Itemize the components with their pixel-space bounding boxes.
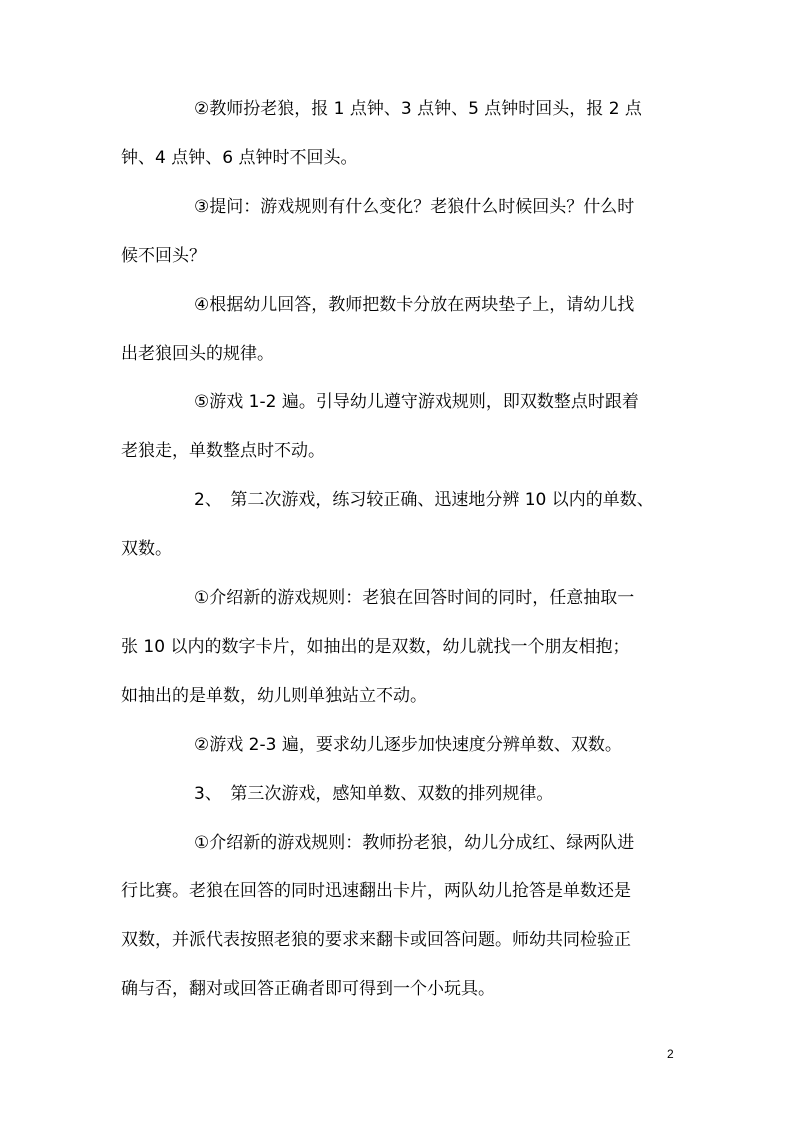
paragraph-1-line-1: ②教师扮老狼，报 1 点钟、3 点钟、5 点钟时回头，报 2 点 [194, 99, 642, 119]
section-3-heading-line-1: 3、 第三次游戏，感知单数、双数的排列规律。 [194, 784, 554, 804]
section-2-heading-line-2: 双数。 [121, 539, 172, 559]
paragraph-6-line-2: 张 10 以内的数字卡片，如抽出的是双数，幼儿就找一个朋友相抱； [121, 637, 630, 657]
paragraph-3-line-1: ④根据幼儿回答，教师把数卡分放在两块垫子上，请幼儿找 [194, 295, 635, 315]
paragraph-4-line-2: 老狼走，单数整点时不动。 [121, 441, 325, 461]
page-number: 2 [667, 1047, 674, 1061]
section-2-heading-line-1: 2、 第二次游戏，练习较正确、迅速地分辨 10 以内的单数、 [194, 490, 654, 510]
paragraph-9-line-2: 行比赛。老狼在回答的同时迅速翻出卡片，两队幼儿抢答是单数还是 [121, 881, 631, 901]
paragraph-1-line-2: 钟、4 点钟、6 点钟时不回头。 [121, 148, 358, 168]
paragraph-2-line-2: 候不回头？ [121, 246, 206, 266]
paragraph-9-line-1: ①介绍新的游戏规则：教师扮老狼，幼儿分成红、绿两队进 [194, 833, 635, 853]
paragraph-6-line-1: ①介绍新的游戏规则：老狼在回答时间的同时，任意抽取一 [194, 588, 635, 608]
paragraph-6-line-3: 如抽出的是单数，幼儿则单独站立不动。 [121, 686, 427, 706]
paragraph-4-line-1: ⑤游戏 1-2 遍。引导幼儿遵守游戏规则，即双数整点时跟着 [194, 392, 639, 412]
paragraph-2-line-1: ③提问：游戏规则有什么变化？老狼什么时候回头？什么时 [194, 197, 635, 217]
paragraph-9-line-3: 双数，并派代表按照老狼的要求来翻卡或回答问题。师幼共同检验正 [121, 930, 631, 950]
paragraph-7-line-1: ②游戏 2-3 遍，要求幼儿逐步加快速度分辨单数、双数。 [194, 735, 622, 755]
paragraph-3-line-2: 出老狼回头的规律。 [121, 344, 274, 364]
paragraph-9-line-4: 确与否，翻对或回答正确者即可得到一个小玩具。 [121, 979, 495, 999]
